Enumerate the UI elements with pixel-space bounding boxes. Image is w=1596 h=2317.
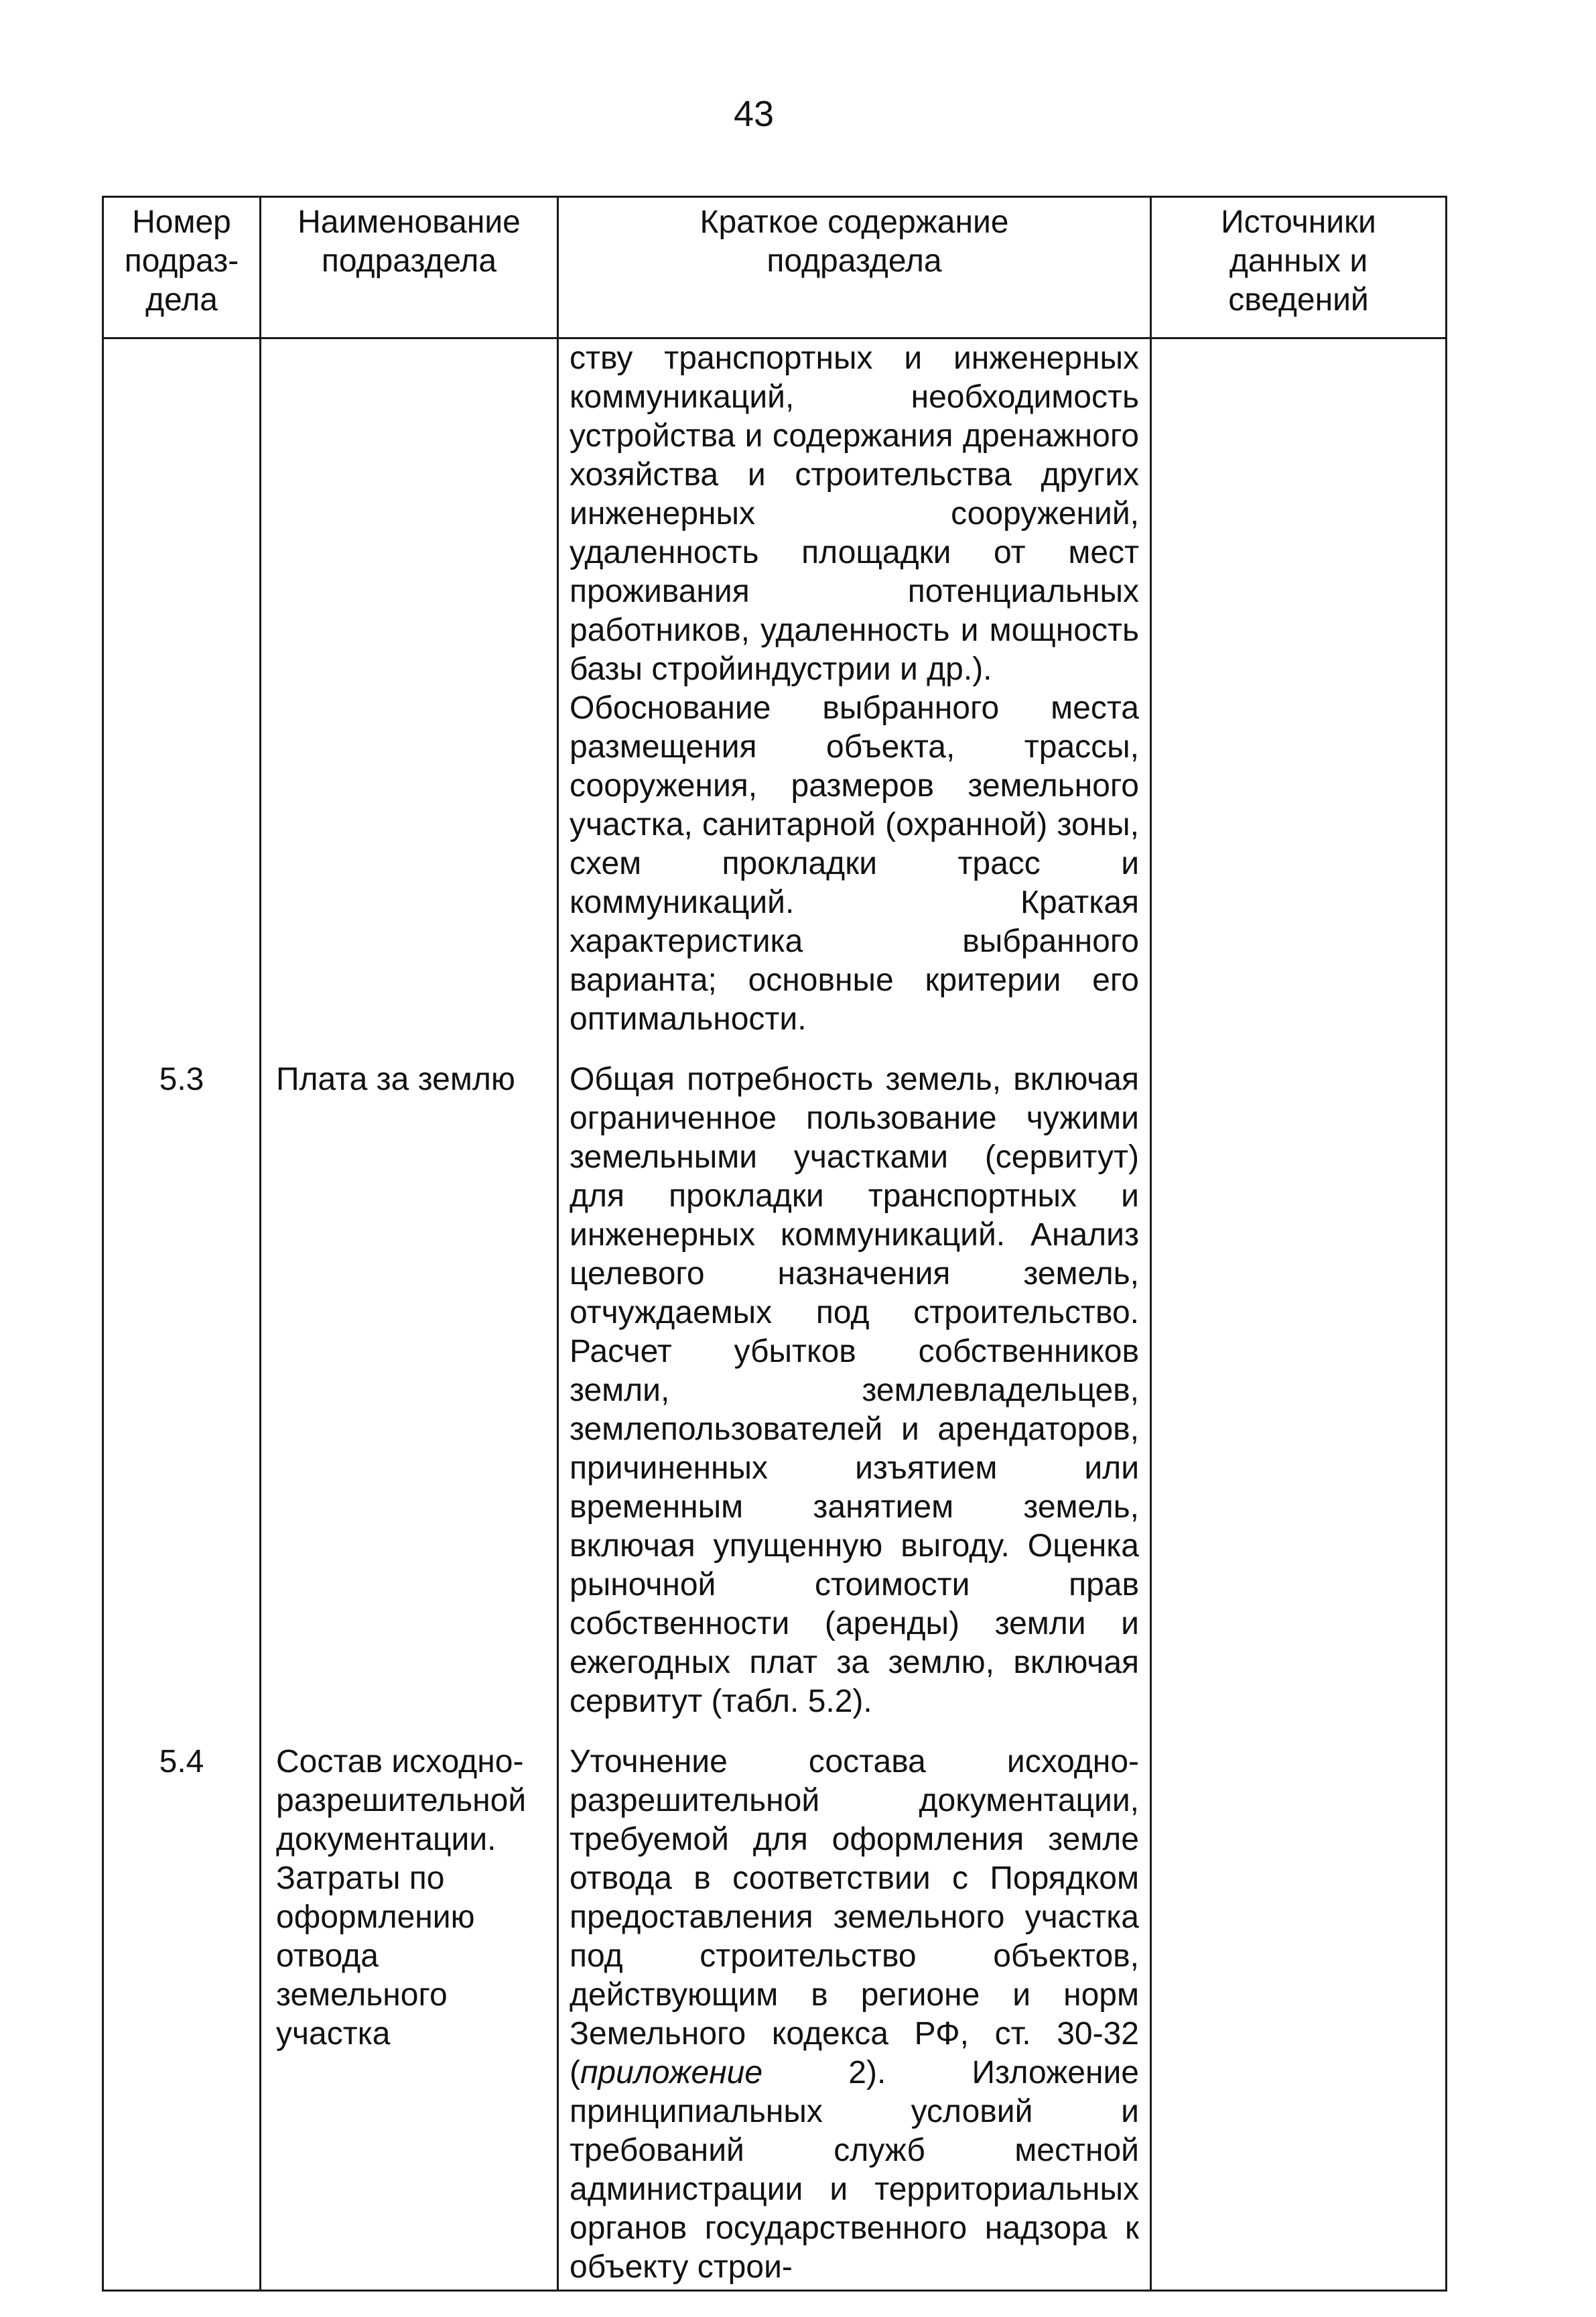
row-number bbox=[103, 338, 261, 1042]
page-number: 43 bbox=[733, 94, 775, 134]
summary-appendix-reference: приложение bbox=[580, 2055, 763, 2090]
summary-text: Уточнение состава исходно-разрешительной документации, требуемой для оформления земле отвода в соответствии с Порядком предоставления земельного участка под строительство объектов, действующим в регионе и норм Земельного кодекса РФ, ст. 30-32 ( bbox=[570, 1744, 1139, 2090]
row-name: Состав исходно-разрешительной документации. Затраты по оформлению отвода земельного участка bbox=[261, 1724, 558, 2291]
table-row bbox=[103, 338, 1447, 1042]
summary-paragraph: ству транспортных и инженерных коммуникаций, необходимость устройства и содержания дренажного хозяйства и строительства других инженерных сооружений, удаленность площадки от мест проживания потенциальных работников, удаленность и мощность базы стройиндустрии и др.). bbox=[570, 340, 1139, 687]
table-row bbox=[103, 1042, 1447, 1724]
table-header-row bbox=[103, 197, 1447, 338]
summary-paragraph: Обоснование выбранного места размещения объекта, трассы, сооружения, размеров земельного участка, санитарной (охранной) зоны, схем прокладки трасс и коммуникаций. Краткая характеристика выбранного варианта; основные критерии его оптимальности. bbox=[570, 690, 1139, 1037]
header-number: Номер подраз- дела bbox=[103, 197, 261, 338]
row-sources bbox=[1151, 1042, 1447, 1724]
row-sources bbox=[1151, 1724, 1447, 2291]
row-sources bbox=[1151, 338, 1447, 1042]
summary-paragraph: Общая потребность земель, включая ограниченное пользование чужими земельными участками (сервитут) для прокладки транспортных и инженерных коммуникаций. Анализ целевого назначения земель, отчуждаемых под строительство. Расчет убытков собственников земли, землевладельцев, землепользователей и арендаторов, причиненных изъятием или временным занятием земель, включая упущенную выгоду. Оценка рыночной стоимости прав собственности (аренды) земли и ежегодных плат за землю, включая сервитут (табл. 5.2). bbox=[570, 1062, 1139, 1719]
header-sources: Источники данных и сведений bbox=[1151, 197, 1447, 338]
row-summary bbox=[558, 338, 1151, 1042]
row-name bbox=[261, 338, 558, 1042]
row-number: 5.3 bbox=[103, 1042, 261, 1724]
summary-text: 2). Изложение принципиальных условий и требований служб местной администрации и территориальных органов государственного надзора к объекту строи- bbox=[570, 2055, 1139, 2285]
table-row bbox=[103, 1724, 1447, 2291]
header-summary: Краткое содержание подраздела bbox=[558, 197, 1151, 338]
row-name: Плата за землю bbox=[261, 1042, 558, 1724]
header-name: Наименование подраздела bbox=[261, 197, 558, 338]
row-number: 5.4 bbox=[103, 1724, 261, 2291]
subsection-table bbox=[102, 196, 1447, 2292]
row-summary bbox=[558, 1042, 1151, 1724]
row-summary bbox=[558, 1724, 1151, 2291]
